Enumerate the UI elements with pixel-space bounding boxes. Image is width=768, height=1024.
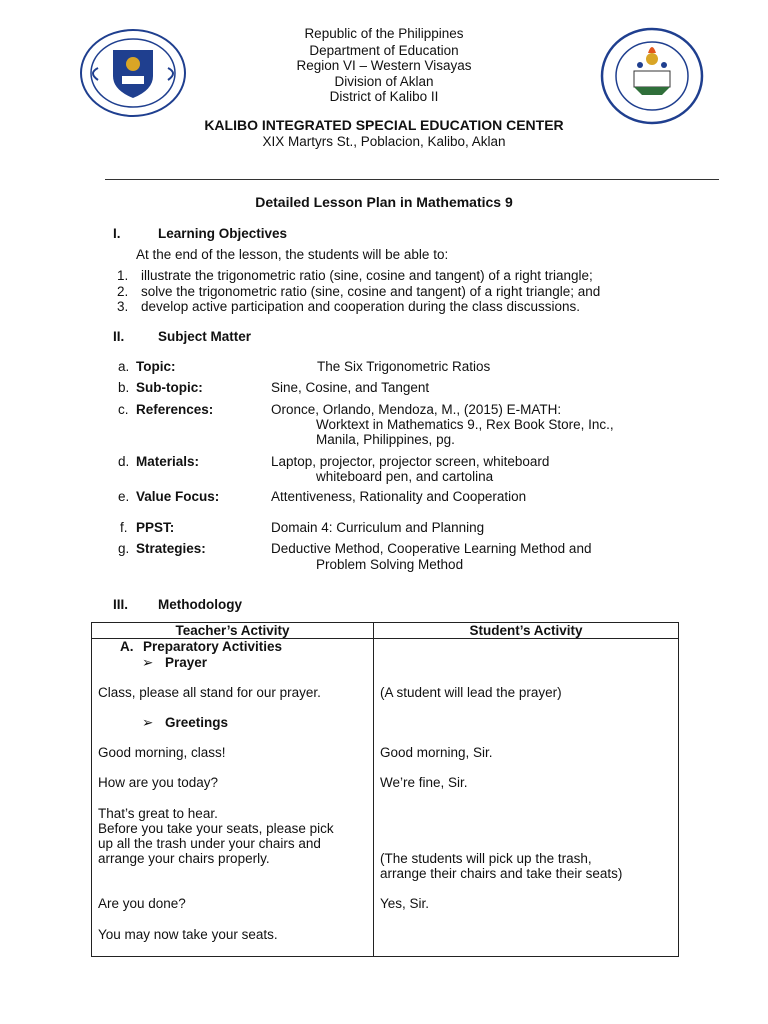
header-line-3: Region VI – Western Visayas xyxy=(296,58,472,73)
deped-seal-logo xyxy=(78,28,188,118)
subject-value-references-cont: Worktext in Mathematics 9., Rex Book Store, Inc., xyxy=(316,417,614,432)
section-number-1: I. xyxy=(113,226,121,241)
header-line-2: Department of Education xyxy=(309,43,459,58)
student-line-prayer: (A student will lead the prayer) xyxy=(380,685,562,700)
subject-value-subtopic: Sine, Cosine, and Tangent xyxy=(271,380,430,395)
arrow-bullet-icon: ➢ xyxy=(142,655,154,670)
subheading-greetings: Greetings xyxy=(165,715,229,730)
subject-letter: f. xyxy=(120,520,128,535)
prep-title: Preparatory Activities xyxy=(143,639,283,654)
objective-number: 1. xyxy=(117,268,129,283)
teacher-line-great: Before you take your seats, please pick xyxy=(98,821,334,836)
header-divider xyxy=(105,179,719,180)
teacher-activity-cell xyxy=(92,639,374,957)
student-line-how: We’re fine, Sir. xyxy=(380,775,468,790)
section-title-methodology: Methodology xyxy=(158,597,242,612)
subject-value-topic: The Six Trigonometric Ratios xyxy=(317,359,491,374)
document-title: Detailed Lesson Plan in Mathematics 9 xyxy=(255,194,513,210)
subject-value-value-focus: Attentiveness, Rationality and Cooperation xyxy=(271,489,527,504)
objective-text: develop active participation and cooperation during the class discussions. xyxy=(141,299,581,314)
methodology-table xyxy=(91,622,679,957)
subject-label-materials: Materials: xyxy=(136,454,200,469)
subject-letter: b. xyxy=(118,380,130,395)
objectives-intro: At the end of the lesson, the students will be able to: xyxy=(136,247,449,262)
subject-label-value-focus: Value Focus: xyxy=(136,489,220,504)
student-line-trash: arrange their chairs and take their seats) xyxy=(380,866,623,881)
column-header-teacher: Teacher’s Activity xyxy=(92,623,374,639)
teacher-line-great: arrange your chairs properly. xyxy=(98,851,270,866)
subject-label-references: References: xyxy=(136,402,214,417)
subject-value-materials: Laptop, projector, projector screen, whiteboard xyxy=(271,454,550,469)
subject-value-strategies: Deductive Method, Cooperative Learning Method and xyxy=(271,541,592,556)
subject-letter: g. xyxy=(118,541,130,556)
header-line-5: District of Kalibo II xyxy=(329,89,439,104)
section-number-3: III. xyxy=(113,597,129,612)
teacher-line-done: Are you done? xyxy=(98,896,186,911)
student-line-done: Yes, Sir. xyxy=(380,896,430,911)
teacher-line-great: up all the trash under your chairs and xyxy=(98,836,321,851)
objective-number: 2. xyxy=(117,284,129,299)
header-line-1: Republic of the Philippines xyxy=(304,26,464,41)
subject-label-subtopic: Sub-topic: xyxy=(136,380,203,395)
teacher-line-seat: You may now take your seats. xyxy=(98,927,278,942)
header-line-4: Division of Aklan xyxy=(334,74,434,89)
section-title-subject-matter: Subject Matter xyxy=(158,329,252,344)
teacher-line-great: That’s great to hear. xyxy=(98,806,218,821)
objective-text: illustrate the trigonometric ratio (sine, cosine and tangent) of a right triangle; xyxy=(141,268,593,283)
subject-value-ppst: Domain 4: Curriculum and Planning xyxy=(271,520,485,535)
subject-letter: d. xyxy=(118,454,130,469)
objective-text: solve the trigonometric ratio (sine, cosine and tangent) of a right triangle; and xyxy=(141,284,601,299)
school-address: XIX Martyrs St., Poblacion, Kalibo, Aklan xyxy=(262,134,506,149)
subject-value-materials-cont: whiteboard pen, and cartolina xyxy=(316,469,494,484)
arrow-bullet-icon: ➢ xyxy=(142,715,154,730)
subject-letter: e. xyxy=(118,489,130,504)
subject-value-strategies-cont: Problem Solving Method xyxy=(316,557,464,572)
subject-letter: a. xyxy=(118,359,130,374)
objective-number: 3. xyxy=(117,299,129,314)
subject-label-strategies: Strategies: xyxy=(136,541,206,556)
student-line-trash: (The students will pick up the trash, xyxy=(380,851,592,866)
subject-label-topic: Topic: xyxy=(136,359,176,374)
subject-value-references-cont: Manila, Philippines, pg. xyxy=(316,432,455,447)
section-title-objectives: Learning Objectives xyxy=(158,226,288,241)
teacher-line-greet: Good morning, class! xyxy=(98,745,226,760)
column-header-student: Student’s Activity xyxy=(374,623,679,639)
subject-value-references: Oronce, Orlando, Mendoza, M., (2015) E-MATH: xyxy=(271,402,562,417)
section-number-2: II. xyxy=(113,329,125,344)
subject-label-ppst: PPST: xyxy=(136,520,175,535)
student-activity-cell xyxy=(374,639,679,957)
subject-letter: c. xyxy=(118,402,129,417)
teacher-line-prayer: Class, please all stand for our prayer. xyxy=(98,685,321,700)
prep-letter: A. xyxy=(120,639,134,654)
school-name: KALIBO INTEGRATED SPECIAL EDUCATION CENTER xyxy=(204,117,564,133)
student-line-greet: Good morning, Sir. xyxy=(380,745,493,760)
teacher-line-how: How are you today? xyxy=(98,775,219,790)
subheading-prayer: Prayer xyxy=(165,655,208,670)
